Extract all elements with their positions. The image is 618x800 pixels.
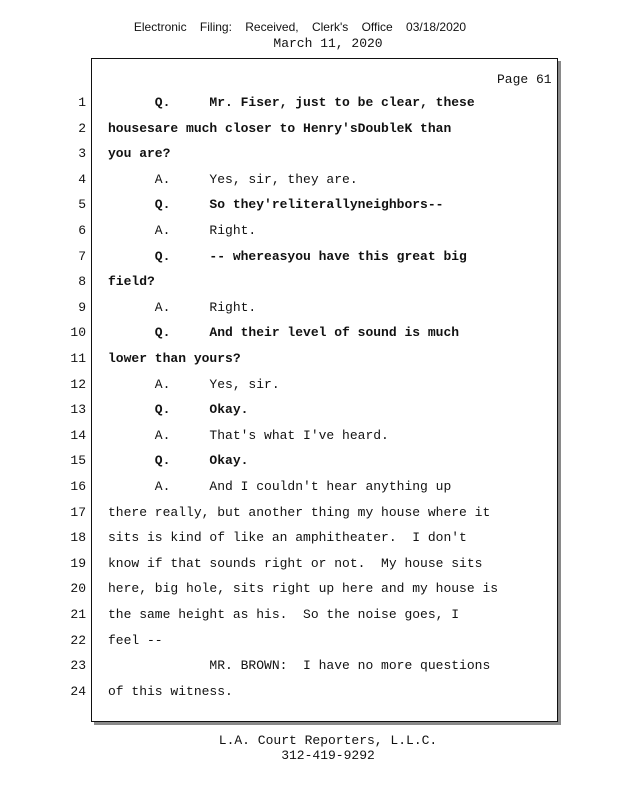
line-number: 2 — [78, 121, 86, 136]
line-number: 3 — [78, 146, 86, 161]
line-number: 17 — [70, 505, 86, 520]
filing-header: Electronic Filing: Received, Clerk's Office 03/18/2020 — [133, 20, 467, 34]
line-number: 4 — [78, 172, 86, 187]
transcript-line: A. And I couldn't hear anything up — [108, 479, 452, 494]
transcript-date: March 11, 2020 — [273, 36, 383, 51]
transcript-line: there really, but another thing my house where it — [108, 505, 491, 520]
transcript-line: Q. Okay. — [108, 453, 249, 468]
line-number: 9 — [78, 300, 86, 315]
line-number: 23 — [70, 658, 86, 673]
transcript-line: A. Yes, sir. — [108, 377, 280, 392]
transcript-line: here, big hole, sits right up here and my house is — [108, 581, 499, 596]
transcript-line: MR. BROWN: I have no more questions — [108, 658, 491, 673]
transcript-line: lower than yours? — [108, 351, 241, 366]
line-number: 21 — [70, 607, 86, 622]
transcript-line: of this witness. — [108, 684, 233, 699]
line-number: 15 — [70, 453, 86, 468]
line-number: 11 — [70, 351, 86, 366]
line-number: 13 — [70, 402, 86, 417]
line-number: 18 — [70, 530, 86, 545]
line-number: 14 — [70, 428, 86, 443]
line-number: 20 — [70, 581, 86, 596]
line-number: 12 — [70, 377, 86, 392]
line-number: 24 — [70, 684, 86, 699]
transcript-line: the same height as his. So the noise goes, I — [108, 607, 460, 622]
transcript-line: Q. Okay. — [108, 402, 249, 417]
transcript-line: sits is kind of like an amphitheater. I don't — [108, 530, 467, 545]
line-number: 6 — [78, 223, 86, 238]
transcript-line: Q. And their level of sound is much — [108, 325, 460, 340]
line-number: 10 — [70, 325, 86, 340]
line-number: 7 — [78, 249, 86, 264]
line-number: 19 — [70, 556, 86, 571]
transcript-line: housesare much closer to Henry'sDoubleK than — [108, 121, 452, 136]
transcript-line: Q. Mr. Fiser, just to be clear, these — [108, 95, 475, 110]
transcript-line: A. Yes, sir, they are. — [108, 172, 358, 187]
transcript-line: A. That's what I've heard. — [108, 428, 389, 443]
transcript-line: you are? — [108, 146, 171, 161]
court-reporter-name: L.A. Court Reporters, L.L.C. — [218, 733, 438, 748]
court-reporter-phone: 312-419-9292 — [281, 748, 375, 763]
transcript-line: Q. -- whereasyou have this great big — [108, 249, 467, 264]
transcript-line: Q. So they'reliterallyneighbors-- — [108, 197, 444, 212]
transcript-line: feel -- — [108, 633, 163, 648]
transcript-line: A. Right. — [108, 300, 257, 315]
line-number: 22 — [70, 633, 86, 648]
transcript-line: A. Right. — [108, 223, 257, 238]
line-number: 5 — [78, 197, 86, 212]
page-number: Page 61 — [497, 72, 552, 87]
transcript-line: know if that sounds right or not. My house sits — [108, 556, 483, 571]
line-number: 8 — [78, 274, 86, 289]
transcript-line: field? — [108, 274, 155, 289]
line-number: 16 — [70, 479, 86, 494]
line-number: 1 — [78, 95, 86, 110]
